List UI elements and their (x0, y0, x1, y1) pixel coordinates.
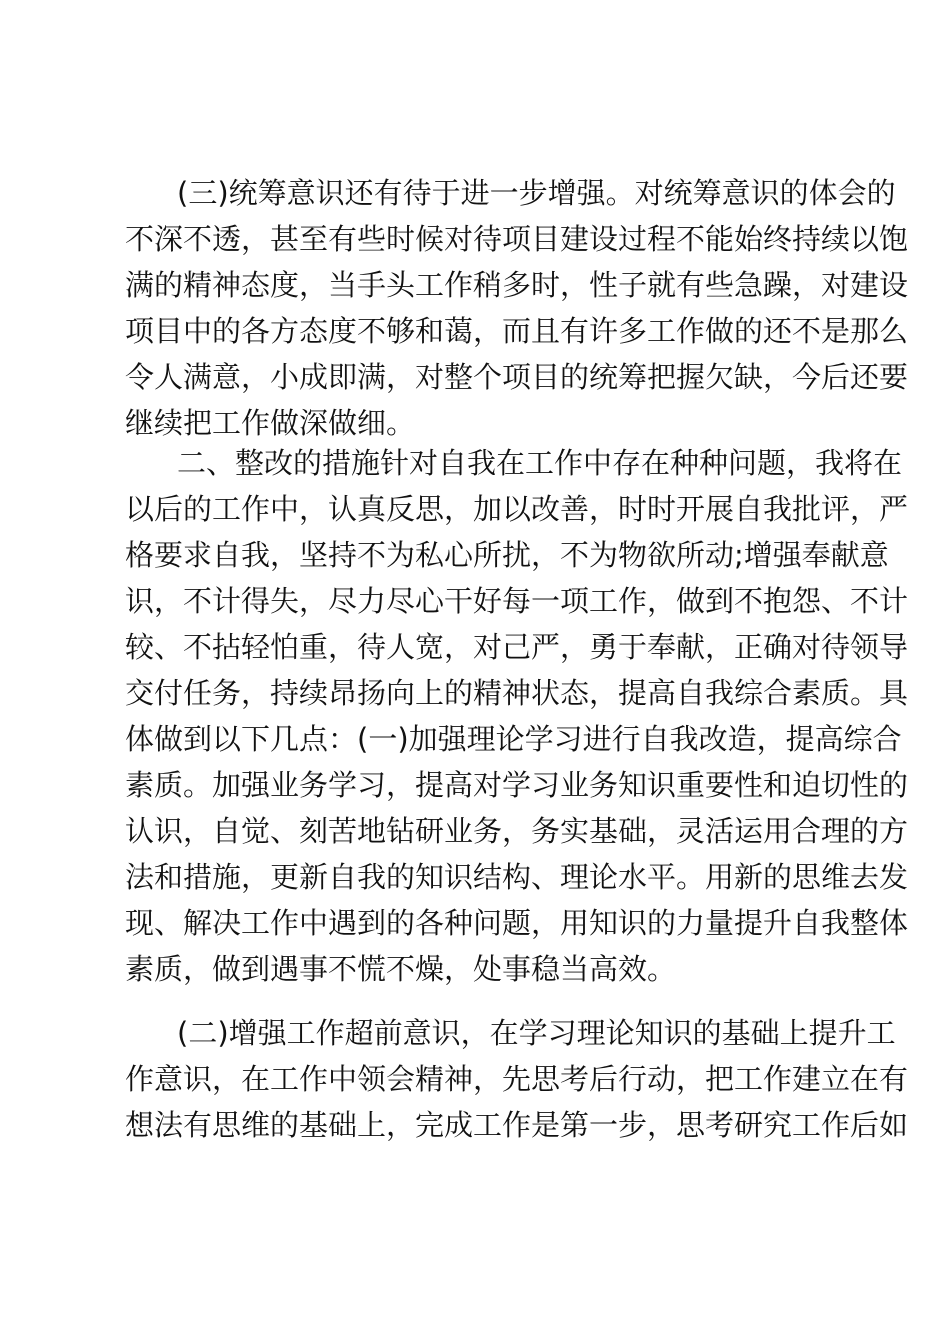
text-line: 交付任务，持续昂扬向上的精神状态，提高自我综合素质。具 (125, 676, 909, 710)
text-line: (二)增强工作超前意识，在学习理论知识的基础上提升工 (177, 1016, 896, 1050)
text-line: 格要求自我，坚持不为私心所扰，不为物欲所动;增强奉献意 (125, 538, 889, 572)
paragraph-rectification-measures (125, 440, 909, 992)
text-line: 继续把工作做深做细。 (125, 406, 416, 440)
text-line: 二、整改的措施针对自我在工作中存在种种问题，我将在 (177, 446, 903, 480)
text-line: 法和措施，更新自我的知识结构、理论水平。用新的思维去发 (125, 860, 909, 894)
text-line: 项目中的各方态度不够和蔼，而且有许多工作做的还不是那么 (125, 314, 909, 348)
text-line: 较、不拈轻怕重，待人宽，对己严，勇于奉献，正确对待领导 (125, 630, 909, 664)
text-line: 现、解决工作中遇到的各种问题，用知识的力量提升自我整体 (125, 906, 909, 940)
text-line: 想法有思维的基础上，完成工作是第一步，思考研究工作后如 (125, 1108, 909, 1142)
text-line: 以后的工作中，认真反思，加以改善，时时开展自我批评，严 (125, 492, 909, 526)
paragraph-coordination-awareness (125, 170, 909, 446)
text-line: 体做到以下几点：(一)加强理论学习进行自我改造，提高综合 (125, 722, 902, 756)
text-line: 不深不透，甚至有些时候对待项目建设过程不能始终持续以饱 (125, 222, 909, 256)
text-line: (三)统筹意识还有待于进一步增强。对统筹意识的体会的 (177, 176, 896, 210)
text-line: 作意识，在工作中领会精神，先思考后行动，把工作建立在有 (125, 1062, 909, 1096)
text-line: 认识，自觉、刻苦地钻研业务，务实基础，灵活运用合理的方 (125, 814, 909, 848)
text-line: 满的精神态度，当手头工作稍多时，性子就有些急躁，对建设 (125, 268, 909, 302)
text-line: 素质，做到遇事不慌不燥，处事稳当高效。 (125, 952, 677, 986)
text-line: 识，不计得失，尽力尽心干好每一项工作，做到不抱怨、不计 (125, 584, 909, 618)
paragraph-forward-awareness (125, 1010, 909, 1148)
text-line: 素质。加强业务学习，提高对学习业务知识重要性和迫切性的 (125, 768, 909, 802)
text-line: 令人满意，小成即满，对整个项目的统筹把握欠缺，今后还要 (125, 360, 909, 394)
